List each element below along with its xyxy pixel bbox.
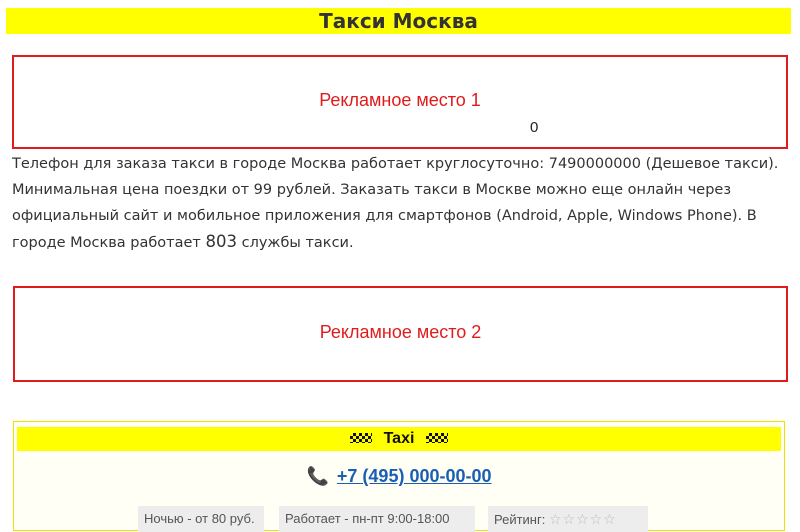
intro-text xyxy=(12,151,782,256)
taxi-phone-link[interactable]: +7 (495) 000-00-00 xyxy=(336,466,492,486)
taxi-card-title: Taxi xyxy=(383,430,415,447)
ad-counter: 0 xyxy=(530,119,539,136)
intro-phone: 7490000000 xyxy=(548,156,641,172)
ad-slot-1[interactable] xyxy=(12,55,788,149)
intro-text-start: Телефон для заказа такси в городе Москва работает круглосуточно: xyxy=(12,156,549,172)
phone-icon: 📞 xyxy=(306,466,329,486)
ad-slot-2-label: Рекламное место 2 xyxy=(319,322,482,342)
taxi-phone-row xyxy=(14,466,784,487)
page-title: Такси Москва xyxy=(6,8,791,34)
ad-slot-2[interactable] xyxy=(13,286,788,382)
rating-badge xyxy=(488,506,648,532)
ad-slot-1-label: Рекламное место 1 xyxy=(319,90,481,110)
taxi-checker-icon xyxy=(426,433,448,443)
rating-label: Рейтинг: xyxy=(494,512,546,527)
taxi-card xyxy=(13,421,785,531)
rating-stars[interactable]: ☆☆☆☆☆ xyxy=(548,511,617,527)
intro-text-end: службы такси. xyxy=(236,235,354,251)
service-count: 803 xyxy=(205,232,237,251)
working-hours-badge: Работает - пн-пт 9:00-18:00 xyxy=(279,506,475,532)
taxi-checker-icon xyxy=(350,433,372,443)
night-price-badge: Ночью - от 80 руб. xyxy=(138,506,264,532)
intro-text-middle: (Дешевое такси). Минимальная цена поездки от 99 рублей. Заказать такси в Москве можно еще онлайн через официальный сайт и мобильное приложения для смартфонов (Android, Apple, Windows Phone). В городе Москва работает xyxy=(12,156,779,251)
taxi-card-header xyxy=(17,427,781,451)
